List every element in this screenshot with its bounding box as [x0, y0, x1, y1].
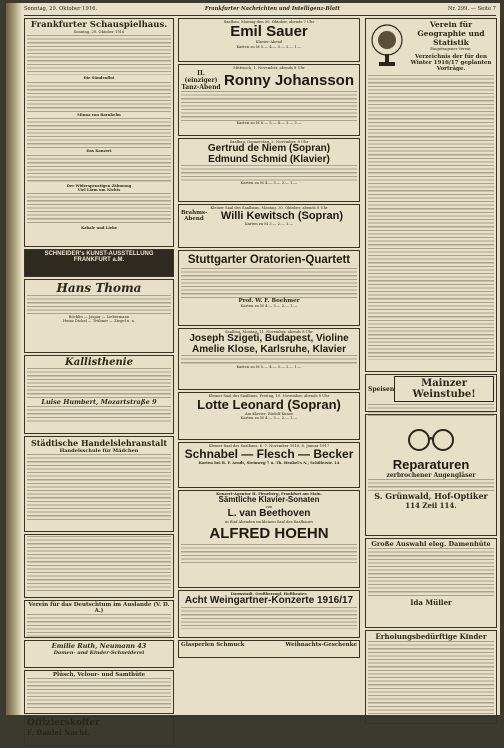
text-block — [27, 193, 171, 225]
szigeti-name2: Amelie Klose, Karlsruhe, Klavier — [192, 343, 346, 355]
sauer-name: Emil Sauer — [230, 23, 308, 41]
ad-kallisthenie — [24, 355, 174, 434]
johansson-intro: Mittwoch, 1. November, abends 8 Uhr — [233, 66, 305, 70]
ad-plusch — [24, 670, 174, 714]
stuttgarter-sub: Prof. W. F. Boehmer — [238, 298, 300, 305]
schneider-line: Heinz Dickel — Trübner — Ziegel u. a. — [62, 319, 136, 324]
niem-price: Karten zu M 4.— 3.— 2.— 1.— — [240, 181, 298, 186]
schnabel-name: Schnabel — Flesch — Becker — [184, 447, 354, 462]
johansson-name: Ronny Johansson — [223, 72, 354, 90]
ad-kewitsch — [178, 204, 360, 248]
text-block — [181, 268, 357, 298]
schneider-line: Böcklin — Jaspar — Liebermann — [68, 315, 130, 319]
ad-stuttgarter — [178, 250, 360, 326]
text-block — [181, 165, 357, 181]
beethoven-title: Sämtliche Klavier-Sonaten — [218, 495, 320, 505]
kewitsch-name: Willi Kewitsch (Sopran) — [220, 209, 344, 222]
ad-schneider — [24, 249, 174, 277]
schauspielhaus-line: Minna von Barnhelm — [77, 112, 121, 117]
leonard-sub: Am Klavier: Rudolf Kunze — [244, 412, 294, 417]
geographie-title: Verein für Geographie und Statistik — [417, 20, 485, 47]
schauspielhaus-line: Das Konzert — [86, 149, 112, 154]
ad-niem — [178, 138, 360, 202]
szigeti-name1: Joseph Szigeti, Budapest, Violine — [189, 333, 349, 345]
text-block — [27, 614, 171, 638]
ad-verein — [24, 600, 174, 638]
newspaper-page — [6, 3, 500, 737]
text-block — [27, 35, 171, 75]
schauspielhaus-line: Die Sündenflut — [83, 76, 115, 81]
sauer-intro: Saalbau, Montag den 30. Oktober, abends 7 Uhr — [223, 20, 315, 24]
text-block — [27, 678, 171, 708]
beethoven-sub: in fünf Abenden im kleinen Saal des Saalbaues — [225, 519, 313, 524]
ad-handelsschule — [24, 436, 174, 532]
text-block — [181, 355, 357, 365]
handelsschule-sub: Handelsschule für Mädchen — [59, 448, 139, 454]
niem-name2: Edmund Schmid (Klavier) — [208, 153, 330, 165]
damenhute-title: Große Auswahl eleg. Damenhüte — [371, 540, 491, 548]
leonard-price: Karten zu M 4.— 3.— 2.— 1.— — [240, 416, 298, 421]
kinder-title: Erholungsbedürftige Kinder — [375, 632, 487, 641]
column-right — [365, 18, 497, 726]
ad-reparaturen — [365, 414, 497, 536]
ad-schnabel — [178, 442, 360, 488]
stuttgarter-title: Stuttgarter Oratorien-Quartett — [187, 254, 351, 266]
text-block — [27, 82, 171, 112]
szigeti-price: Karten zu M 5.— 4.— 3.— 2.— 1.— — [236, 365, 302, 370]
leonard-intro: Kleiner Saal des Saalbaus, Freitag, 10. November, abends 8 Uhr — [208, 394, 330, 398]
ad-szigeti — [178, 328, 360, 390]
text-block — [368, 641, 494, 717]
kallisthenie-sub: Luise Humbert, Mozartstraße 9 — [41, 398, 157, 406]
schnabel-intro: Kleiner Saal des Saalbaus, 6. 7. November 1916, 8. Januar 1917 — [208, 444, 330, 448]
weingartner-title: Acht Weingartner-Konzerte 1916/17 — [184, 595, 354, 607]
stuttgarter-price: Karten zu M 4.— 3.— 2.— 1.— — [240, 304, 298, 309]
glasperlen-title: Glasperlen Schmuck — [181, 642, 245, 648]
offizierskoffer-sub: F. Daniel Nacht. — [27, 728, 90, 737]
ad-weingartner — [178, 590, 360, 638]
text-block — [27, 406, 171, 424]
ruth-sub: Damen- und Kinder-Schneiderei — [53, 650, 145, 656]
ad-leonard — [178, 392, 360, 440]
eyeglasses-icon — [401, 418, 461, 458]
text-block — [27, 155, 171, 183]
text-block — [181, 544, 357, 564]
agentur-title: Konzert-Agentur H. Firneberg, Frankfurt am Main. — [216, 492, 322, 496]
geographie-sub: Eingetragener Verein. — [430, 47, 472, 51]
ruth-title: Emilie Ruth, Neumann 43 — [51, 642, 147, 650]
text-block — [368, 479, 494, 491]
text-block — [27, 295, 171, 315]
reparaturen-sub: zerbrochener Augengläser — [386, 471, 476, 479]
offizierskoffer-title: Offizierskoffer — [27, 718, 100, 728]
column-left — [24, 18, 174, 748]
schauspielhaus-line: Viel Lärm um Nichts — [77, 188, 121, 193]
damenhute-sub: Ida Müller — [410, 598, 452, 607]
ad-offizierskoffer — [24, 716, 174, 746]
binding-edge — [6, 3, 22, 715]
mainzer-title: Mainzer Weinstube! — [394, 376, 494, 402]
page-header — [24, 6, 496, 16]
johansson-price: Karten zu M 6.— 5.— 4.— 3.— 2.— — [236, 121, 302, 126]
sauer-price: Karten zu M 5.— 4.— 3.— 2.— 1.— — [236, 44, 302, 49]
schnabel-sub: Karten bei B. F. Arndt, Steinweg 7 u. Th. Henkel's N., Schillerstr. 14 — [198, 461, 340, 465]
ad-kinder — [365, 630, 497, 724]
ad-damenhute — [365, 538, 497, 628]
text-block — [368, 548, 494, 598]
schauspielhaus-line: Der Widerspenstigen Zähmung — [66, 183, 132, 188]
reparaturen-addr: 114 Zeil 114. — [405, 500, 457, 510]
szigeti-intro: Saalbau, Montag, 11. November, abends 8 Uhr — [225, 330, 313, 334]
handelsschule-title: Städtische Handelslehranstalt — [30, 438, 168, 448]
leonard-name: Lotte Leonard (Sopran) — [197, 397, 341, 413]
mainzer-left: Speisen — [368, 385, 395, 393]
text-block — [181, 607, 357, 629]
ad-beethoven — [178, 490, 360, 588]
ad-glasperlen — [178, 640, 360, 658]
sauer-sub: Klavier-Abend — [255, 40, 283, 45]
schauspielhaus-line: Kabale und Liebe — [80, 226, 118, 231]
text-block — [27, 536, 171, 592]
schauspielhaus-title: Frankfurter Schauspielhaus. — [30, 20, 168, 30]
thoma-title: Hans Thoma — [56, 281, 142, 295]
glasperlen-right: Weihnachts-Geschenke — [285, 642, 357, 648]
header-paper: Frankfurter Nachrichten und Intelligenz-Blatt — [204, 6, 340, 12]
beethoven-name: L. van Beethoven — [227, 508, 311, 520]
text-block — [27, 118, 171, 148]
text-block — [368, 75, 494, 360]
ad-geographie — [365, 18, 497, 372]
ad-private — [24, 534, 174, 598]
ad-sauer — [178, 18, 360, 62]
ad-thoma — [24, 279, 174, 353]
geographie-heading: Verzeichnis der für den Winter 1916/17 geplanten Vorträge. — [410, 54, 492, 73]
text-block — [27, 368, 171, 398]
johansson-label: II. (einziger) Tanz-Abend — [181, 70, 221, 92]
plusch-title: Plüsch, Velour- und Samthüte — [52, 672, 146, 678]
niem-name1: Gertrud de Niem (Sopran) — [207, 143, 331, 155]
text-block — [181, 91, 357, 121]
globe-icon — [369, 22, 405, 70]
schauspielhaus-line: Sonntag, 29. Oktober 1916 — [73, 30, 125, 34]
kallisthenie-title: Kallisthenie — [65, 357, 133, 368]
reparaturen-name: S. Grünwald, Hof-Optiker — [374, 490, 488, 501]
ad-johansson — [178, 64, 360, 136]
kewitsch-intro: Kleiner Saal des Saalbaus, Montag, 30. Oktober, abends 8 Uhr — [210, 206, 328, 210]
ad-mainzer — [365, 374, 497, 412]
weingartner-intro: Darmstadt, Großherzogl. Hoftheater. — [230, 592, 308, 596]
schneider-title: SCHNEIDER's KUNST-AUSSTELLUNG FRANKFURT a.M. — [44, 251, 154, 264]
text-block — [27, 454, 171, 520]
header-date: Sonntag, 29. Oktober 1916. — [24, 6, 98, 12]
verein-title: Verein für das Deutschtum im Auslande (V. D. A.) — [28, 602, 170, 614]
beethoven-von: von — [265, 504, 273, 509]
reparaturen-title: Reparaturen — [392, 457, 470, 472]
beethoven-player: ALFRED HOEHN — [209, 525, 329, 543]
niem-intro: Saalbau, Donnerstag, 2. November, 8 Uhr — [229, 140, 309, 144]
kewitsch-label: Brahms-Abend — [181, 210, 208, 223]
header-page-number: Nr. 299. — Seite 7 — [447, 6, 496, 12]
ad-ruth — [24, 640, 174, 668]
ad-schauspielhaus — [24, 18, 174, 247]
column-middle — [178, 18, 360, 660]
kewitsch-price: Karten zu M 3.— 2.— 1.— — [244, 222, 294, 227]
